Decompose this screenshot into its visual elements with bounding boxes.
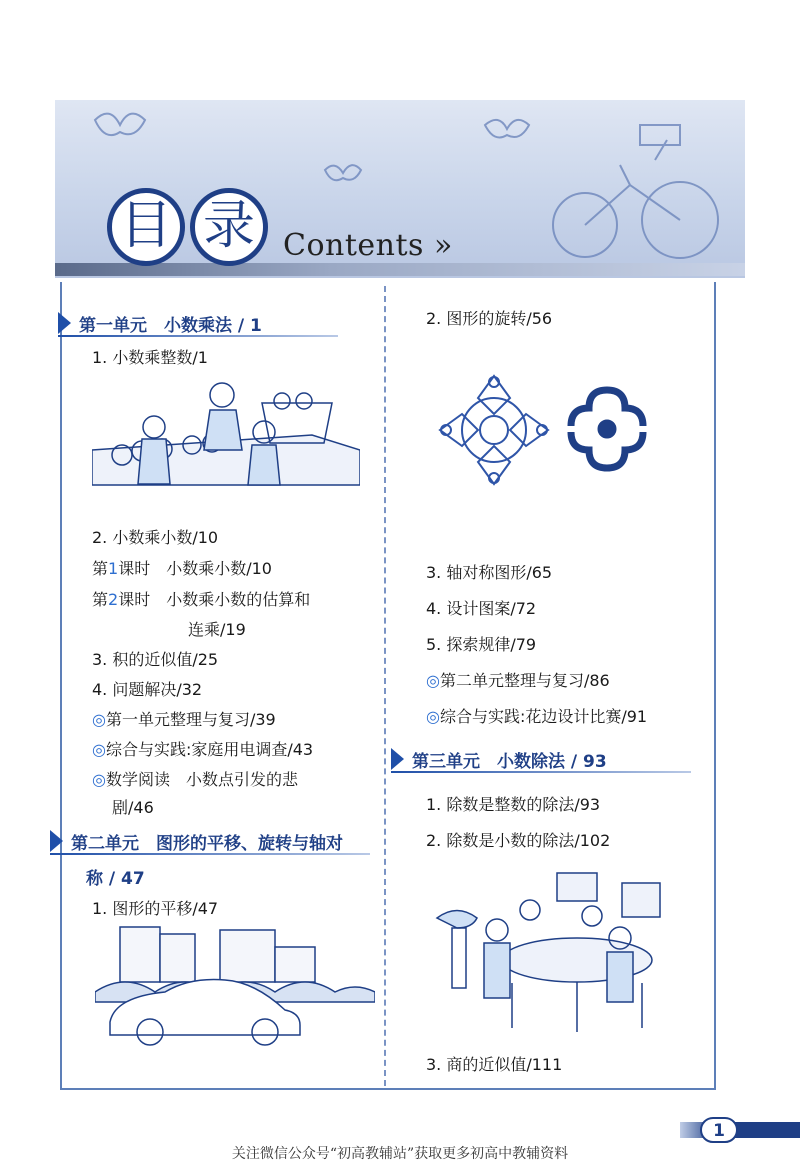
entry-label: 第二单元整理与复习/86 bbox=[439, 671, 610, 690]
bullet-icon: ◎ bbox=[92, 710, 106, 729]
column-divider bbox=[384, 286, 386, 1086]
page-number: 1 bbox=[700, 1117, 738, 1143]
unit-heading-2[interactable] bbox=[50, 825, 370, 857]
toc-entry[interactable] bbox=[426, 668, 610, 691]
bullet-icon: ◎ bbox=[426, 707, 440, 726]
toc-entry[interactable] bbox=[426, 704, 647, 727]
unit-heading-1[interactable] bbox=[58, 307, 338, 339]
toc-entry[interactable]: 3. 商的近似值/111 bbox=[426, 1055, 563, 1074]
title-char-1: 目 bbox=[107, 188, 185, 266]
unit-heading-3[interactable] bbox=[391, 743, 691, 775]
toc-entry[interactable]: 2. 小数乘小数/10 bbox=[92, 528, 219, 547]
bullet-icon: ◎ bbox=[92, 740, 106, 759]
entry-label: 数学阅读 小数点引发的悲 bbox=[105, 770, 298, 789]
unit-2-label-cont[interactable]: 称 / 47 bbox=[86, 869, 145, 889]
unit-underline bbox=[50, 853, 370, 855]
market-illustration bbox=[92, 375, 360, 503]
bullet-icon: ◎ bbox=[92, 770, 106, 789]
unit-2-label: 第二单元 图形的平移、旋转与轴对 bbox=[71, 833, 343, 854]
lesson-title: 课时 小数乘小数的估算和 bbox=[118, 590, 311, 609]
unit-3-label: 第三单元 小数除法 / 93 bbox=[412, 751, 607, 772]
contents-label: Contents » bbox=[283, 228, 453, 263]
toc-entry[interactable]: 5. 探索规律/79 bbox=[426, 635, 537, 654]
toc-entry[interactable]: 4. 问题解决/32 bbox=[92, 680, 203, 699]
toc-entry[interactable]: 4. 设计图案/72 bbox=[426, 599, 537, 618]
toc-entry[interactable]: 3. 积的近似值/25 bbox=[92, 650, 219, 669]
toc-lesson[interactable] bbox=[92, 587, 310, 610]
lesson-prefix: 第 bbox=[92, 590, 109, 609]
unit-underline bbox=[391, 771, 691, 773]
toc-entry[interactable] bbox=[92, 767, 298, 790]
car-city-illustration bbox=[95, 922, 375, 1052]
toc-entry[interactable]: 1. 小数乘整数/1 bbox=[92, 348, 208, 367]
lesson-prefix: 第 bbox=[92, 559, 109, 578]
toc-lesson-cont[interactable]: 连乘/19 bbox=[188, 620, 246, 639]
toc-entry[interactable]: 1. 图形的平移/47 bbox=[92, 899, 219, 918]
toc-entry[interactable] bbox=[92, 737, 313, 760]
toc-entry[interactable]: 3. 轴对称图形/65 bbox=[426, 563, 553, 582]
rotation-patterns bbox=[432, 372, 672, 492]
entry-label: 综合与实践:花边设计比赛/91 bbox=[439, 707, 648, 726]
toc-entry[interactable] bbox=[92, 707, 276, 730]
unit-underline bbox=[58, 335, 338, 337]
arrow-icon bbox=[391, 748, 404, 770]
lesson-number: 2 bbox=[108, 590, 119, 609]
bullet-icon: ◎ bbox=[426, 671, 440, 690]
toc-entry-cont[interactable]: 剧/46 bbox=[112, 798, 154, 817]
banner-strip bbox=[55, 263, 745, 276]
lesson-number: 1 bbox=[108, 559, 119, 578]
lesson-title: 课时 小数乘小数/10 bbox=[118, 559, 272, 578]
title-char-2: 录 bbox=[190, 188, 268, 266]
entry-label: 综合与实践:家庭用电调查/43 bbox=[105, 740, 314, 759]
entry-label: 第一单元整理与复习/39 bbox=[105, 710, 276, 729]
toc-entry[interactable]: 1. 除数是整数的除法/93 bbox=[426, 795, 601, 814]
arrow-icon bbox=[50, 830, 63, 852]
family-dinner-illustration bbox=[432, 868, 682, 1038]
footer-note: 关注微信公众号“初高教辅站”获取更多初高中教辅资料 bbox=[231, 1146, 569, 1162]
unit-1-label: 第一单元 小数乘法 / 1 bbox=[79, 315, 262, 336]
toc-entry[interactable]: 2. 图形的旋转/56 bbox=[426, 309, 553, 328]
arrow-icon bbox=[58, 312, 71, 334]
footer-bar bbox=[680, 1122, 800, 1138]
toc-lesson[interactable] bbox=[92, 556, 272, 579]
toc-entry[interactable]: 2. 除数是小数的除法/102 bbox=[426, 831, 611, 850]
